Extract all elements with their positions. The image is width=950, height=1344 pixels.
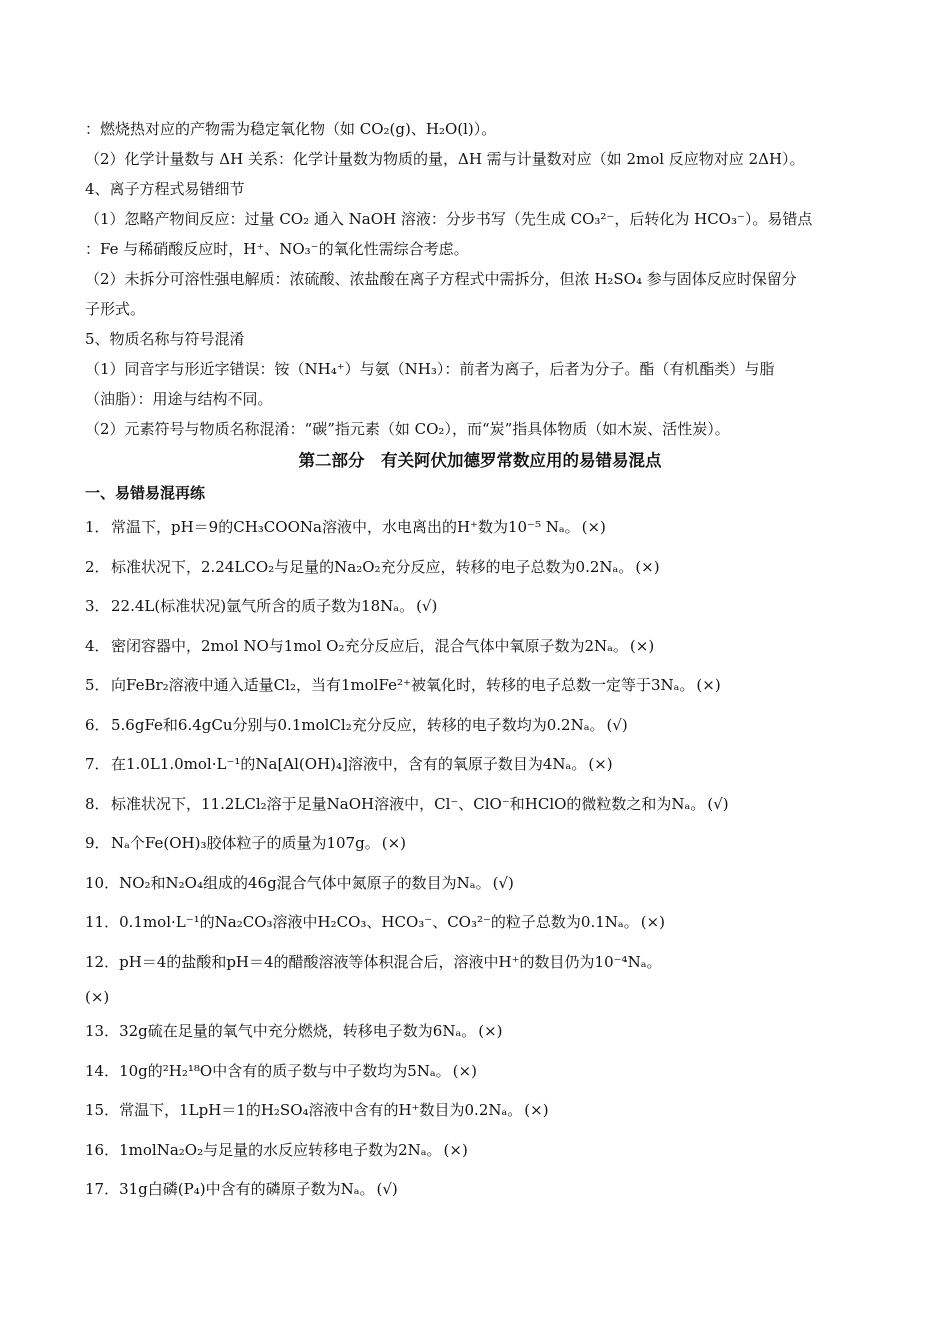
question-list: [85, 508, 875, 1210]
question-text: NO₂和N₂O₄组成的46g混合气体中氮原子的数目为Nₐ。: [119, 873, 491, 892]
question-item: [85, 745, 875, 785]
question-text: 1molNa₂O₂与足量的水反应转移电子数为2Nₐ。: [119, 1140, 442, 1159]
question-answer: (×): [629, 636, 655, 655]
section-heading: 4、离子方程式易错细节: [85, 180, 245, 198]
question-text: 向FeBr₂溶液中通入适量Cl₂，当有1molFe²⁺被氧化时，转移的电子总数一定等于3Nₐ。: [111, 676, 695, 694]
question-number: 17．: [85, 1180, 120, 1198]
text-line: （油脂）：用途与结构不同。: [85, 390, 273, 408]
question-text: 0.1mol·L⁻¹的Na₂CO₃溶液中H₂CO₃、HCO₃⁻、CO₃²⁻的粒子总数为0.1Nₐ。: [119, 913, 639, 931]
question-number: 7．: [85, 755, 110, 773]
question-text: Nₐ个Fe(OH)₃胶体粒子的质量为107g。: [111, 834, 380, 852]
question-text: pH＝4的盐酸和pH＝4的醋酸溶液等体积混合后，溶液中H⁺的数目仍为10⁻⁴Nₐ。: [119, 952, 662, 971]
question-number: 2．: [85, 557, 110, 576]
question-answer: (×): [452, 1061, 477, 1080]
question-answer: (√): [376, 1180, 398, 1198]
question-item: [85, 903, 875, 943]
question-text: 32g硫在足量的氧气中充分燃烧，转移电子数为6Nₐ。: [119, 1022, 477, 1040]
part2-subtitle: 一、易错易混再练: [85, 484, 206, 502]
question-answer: (√): [492, 873, 514, 892]
question-number: 12．: [85, 952, 120, 971]
question-item: [85, 587, 875, 627]
text-line: ：Fe 与稀硝酸反应时，H⁺、NO₃⁻的氧化性需综合考虑。: [85, 240, 469, 258]
question-text: 常温下，1LpH＝1的H₂SO₄溶液中含有的H⁺数目为0.2Nₐ。: [119, 1101, 523, 1119]
question-answer: (√): [416, 597, 438, 615]
question-item: [85, 508, 875, 548]
question-item: [85, 706, 875, 746]
question-number: 11．: [85, 913, 120, 931]
question-number: 1．: [85, 518, 110, 536]
question-answer: (×): [478, 1022, 503, 1040]
question-item: [85, 943, 875, 983]
question-text: 22.4L(标准状况)氩气所含的质子数为18Nₐ。: [111, 597, 415, 615]
text-line: （2）化学计量数与 ΔH 关系：化学计量数为物质的量，ΔH 需与计量数对应（如 2mol 反应物对应 2ΔH）。: [85, 150, 805, 168]
question-text: 标准状况下，2.24LCO₂与足量的Na₂O₂充分反应，转移的电子总数为0.2Nₐ。: [111, 557, 634, 576]
question-item: [85, 1052, 875, 1092]
question-answer: (×): [581, 518, 606, 536]
question-item: [85, 627, 875, 667]
question-item: [85, 1170, 875, 1210]
question-text: 标准状况下，11.2LCl₂溶于足量NaOH溶液中，Cl⁻、ClO⁻和HClO的微粒数之和为Nₐ。: [111, 794, 706, 813]
question-answer: (×): [443, 1140, 468, 1159]
question-answer: (×): [588, 755, 613, 773]
question-number: 14．: [85, 1061, 120, 1080]
question-item: [85, 1012, 875, 1052]
part2-title: 第二部分 有关阿伏加德罗常数应用的易错易混点: [298, 451, 662, 470]
question-number: 16．: [85, 1140, 120, 1159]
question-item: [85, 824, 875, 864]
question-item: [85, 666, 875, 706]
question-text: 31g白磷(P₄)中含有的磷原子数为Nₐ。: [119, 1180, 375, 1198]
question-item: [85, 1131, 875, 1171]
question-text: 10g的²H₂¹⁸O中含有的质子数与中子数均为5Nₐ。: [119, 1061, 451, 1080]
question-number: 15．: [85, 1101, 120, 1119]
text-line: （1）忽略产物间反应：过量 CO₂ 通入 NaOH 溶液：分步书写（先生成 CO₃²⁻，后转化为 HCO₃⁻）。易错点: [85, 210, 813, 228]
question-answer: (√): [707, 794, 729, 813]
question-item-continuation: [85, 982, 875, 1012]
question-text: 密闭容器中，2mol NO与1mol O₂充分反应后，混合气体中氧原子数为2Nₐ。: [111, 636, 628, 655]
text-line: 子形式。: [85, 300, 146, 318]
text-line: （2）元素符号与物质名称混淆：“碳”指元素（如 CO₂），而“炭”指具体物质（如木炭、活性炭）。: [85, 420, 730, 438]
question-text: 5.6gFe和6.4gCu分别与0.1molCl₂充分反应，转移的电子数均为0.2Nₐ。: [111, 715, 605, 734]
question-answer: (×): [85, 988, 110, 1006]
question-number: 8．: [85, 794, 110, 813]
document-content: [85, 114, 875, 1210]
question-answer: (√): [606, 715, 628, 734]
section-heading: 5、物质名称与符号混淆: [85, 330, 245, 348]
question-number: 10．: [85, 873, 120, 892]
question-number: 6．: [85, 715, 110, 734]
question-item: [85, 1091, 875, 1131]
question-text: 在1.0L1.0mol·L⁻¹的Na[Al(OH)₄]溶液中，含有的氧原子数目为4Nₐ。: [111, 755, 587, 773]
question-number: 9．: [85, 834, 110, 852]
question-text: 常温下，pH＝9的CH₃COONa溶液中，水电离出的H⁺数为10⁻⁵ Nₐ。: [111, 518, 580, 536]
question-number: 5．: [85, 676, 110, 694]
text-line: （1）同音字与形近字错误：铵（NH₄⁺）与氨（NH₃）：前者为离子，后者为分子。酯（有机酯类）与脂: [85, 360, 775, 378]
question-answer: (×): [381, 834, 406, 852]
question-item: [85, 548, 875, 588]
question-item: [85, 864, 875, 904]
question-number: 4．: [85, 636, 110, 655]
question-number: 3．: [85, 597, 110, 615]
text-line: ：燃烧热对应的产物需为稳定氧化物（如 CO₂(g)、H₂O(l)）。: [85, 120, 497, 138]
question-item: [85, 785, 875, 825]
question-answer: (×): [696, 676, 721, 694]
part1-section: [85, 114, 875, 444]
question-answer: (×): [640, 913, 665, 931]
text-line: （2）未拆分可溶性强电解质：浓硫酸、浓盐酸在离子方程式中需拆分，但浓 H₂SO₄ 参与固体反应时保留分: [85, 270, 797, 288]
question-answer: (×): [524, 1101, 549, 1119]
question-answer: (×): [635, 557, 660, 576]
question-number: 13．: [85, 1022, 120, 1040]
